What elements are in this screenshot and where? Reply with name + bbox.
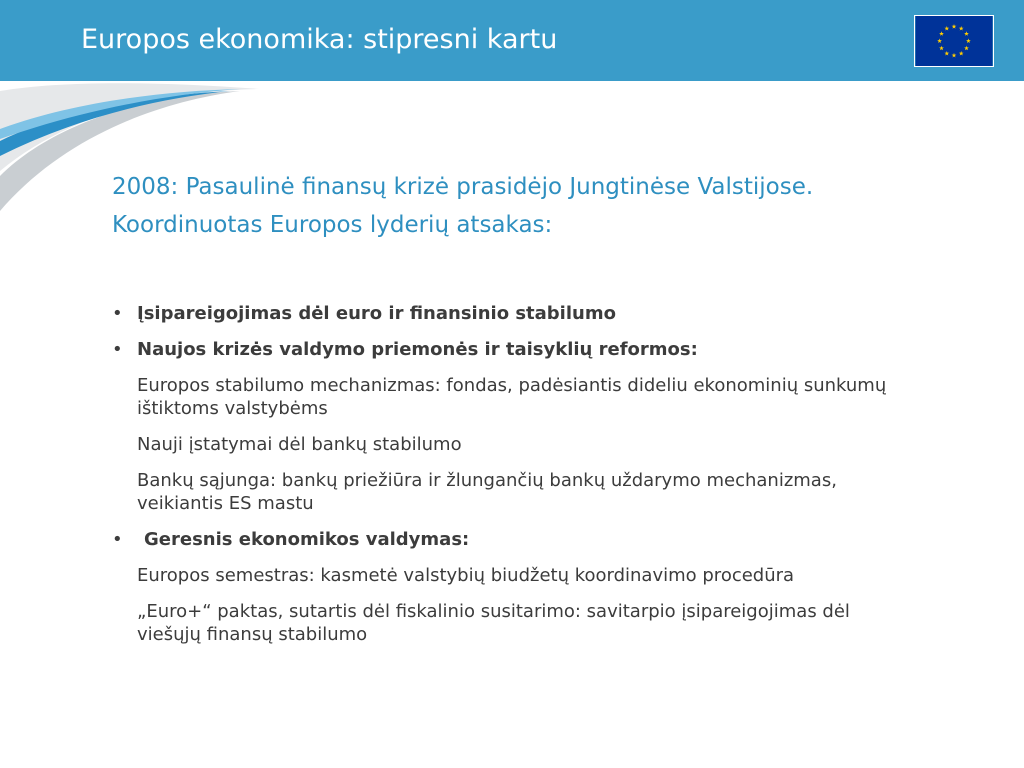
header-bar (0, 0, 1024, 81)
sub-item: Europos stabilumo mechanizmas: fondas, padėsiantis dideliu ekonominių sunkumų ištiktoms valstybėms (137, 375, 887, 419)
eu-flag-icon (914, 15, 994, 67)
bullet-text: Geresnis ekonomikos valdymas: (144, 529, 470, 550)
sub-item: Europos semestras: kasmetė valstybių biudžetų koordinavimo procedūra (137, 565, 795, 586)
slide-title: Europos ekonomika: stipresni kartu (81, 24, 558, 55)
bullet-text: Naujos krizės valdymo priemonės ir taisyklių reformos: (137, 339, 698, 360)
sub-item: „Euro+“ paktas, sutartis dėl fiskalinio susitarimo: savitarpio įsipareigojimas dėl viešųjų finansų stabilumo (137, 601, 850, 645)
bullet-marker: • (112, 303, 123, 324)
bullet-item (112, 338, 902, 361)
bullet-list (112, 302, 902, 659)
bullet-marker: • (112, 339, 123, 360)
intro-line-2: Koordinuotas Europos lyderių atsakas: (112, 212, 553, 238)
intro-line-1: 2008: Pasaulinė finansų krizė prasidėjo Jungtinėse Valstijose. (112, 174, 814, 200)
intro-text (112, 168, 813, 244)
bullet-marker: • (112, 529, 123, 550)
bullet-item (112, 302, 902, 325)
sub-item: Nauji įstatymai dėl bankų stabilumo (137, 434, 462, 455)
sub-item: Bankų sąjunga: bankų priežiūra ir žlungančių bankų uždarymo mechanizmas, veikiantis ES mastu (137, 470, 837, 514)
bullet-text: Įsipareigojimas dėl euro ir finansinio stabilumo (137, 303, 616, 324)
bullet-item (112, 528, 902, 551)
